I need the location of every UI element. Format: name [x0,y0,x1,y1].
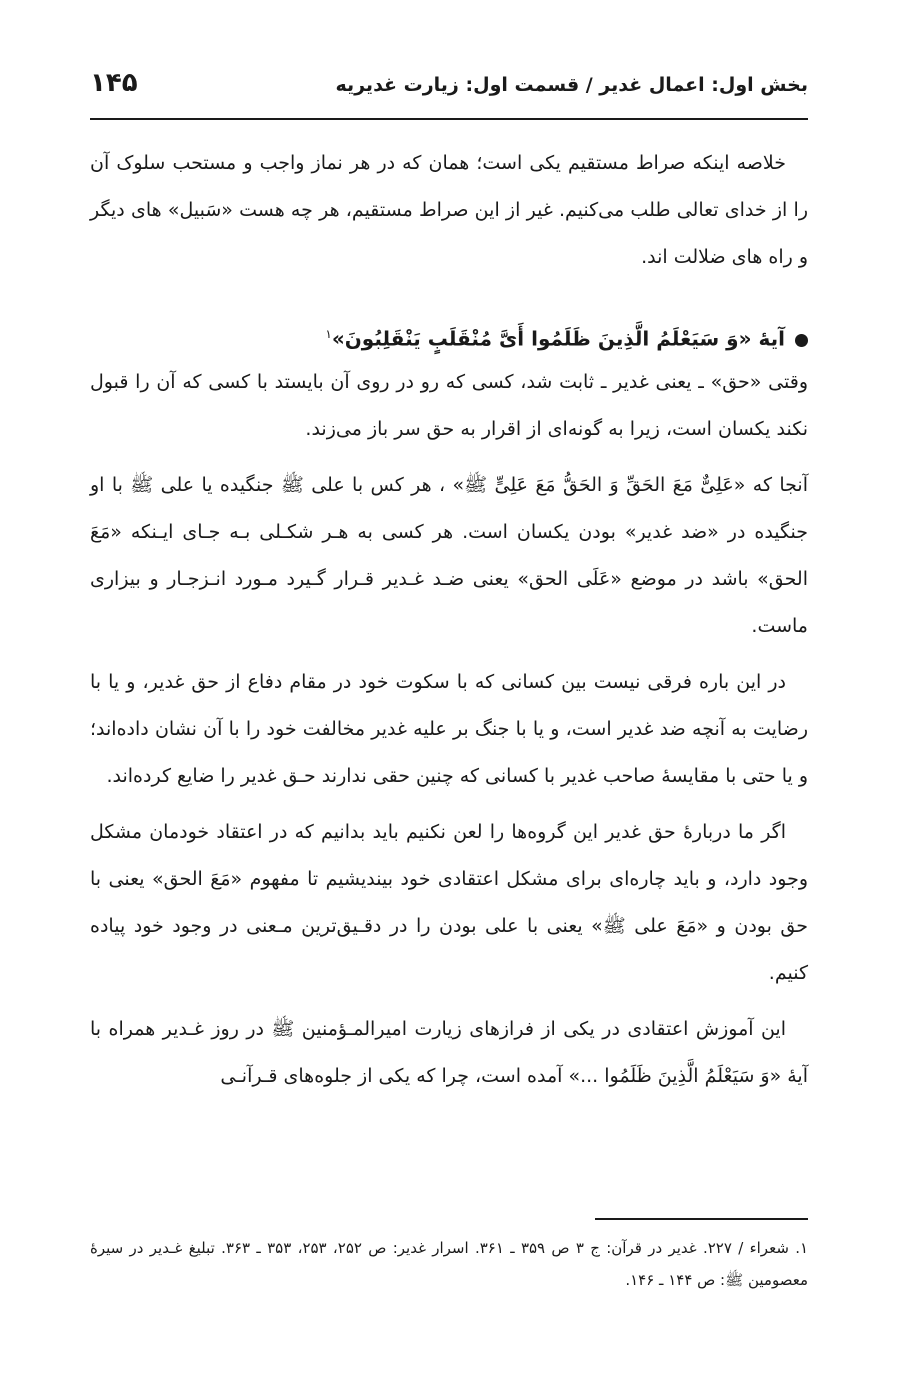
footnote-marker: ۱ [325,327,332,341]
paragraph-1: خلاصه اینکه صراط مستقیم یکی است؛ همان که در هر نماز واجب و مستحب سلوک آن را از خدای تعالی طلب می‌کنیم. غیر از این صراط مستقیم، هر چه هست «سَبیل» های دیگر و راه های ضلالت اند. [90,152,808,268]
running-title: بخش اول: اعمال غدیر / قسمت اول: زیارت غدیریه [335,74,808,96]
paragraph-2: وقتی «حق» ـ یعنی غدیر ـ ثابت شد، کسی که رو در روی آن بایستد با کسی که آن را قبول نکند یکسان است، زیرا به گونه‌ای از اقرار به حق سر باز می‌زند. [90,370,808,440]
page-header [90,68,808,108]
heading-text: آیهٔ «وَ سَیَعْلَمُ الَّذِینَ ظَلَمُوا أَیَّ مُنْقَلَبٍ یَنْقَلِبُونَ» [331,326,785,351]
paragraph-6: این آموزش اعتقادی در یکی از فرازهای زیارت امیرالمـؤمنین ﷺ در روز غـدیر همراه با آیهٔ «وَ سَیَعْلَمُ الَّذِینَ ظَلَمُوا ...» آمده است، چرا که یکی از جلوه‌های قـرآنـی [90,1017,808,1087]
footnote-text: ۱. شعراء / ۲۲۷. غدیر در قرآن: ج ۳ ص ۳۵۹ ـ ۳۶۱. اسرار غدیر: ص ۲۵۲، ۲۵۳، ۳۵۳ ـ ۳۶۳. تبلیغ غـدیر در سیرهٔ معصومین ﷺ: ص ۱۴۴ ـ ۱۴۶. [90,1239,809,1289]
paragraph-3: آنجا که «عَلِیٌّ مَعَ الحَقِّ وَ الحَقُّ مَعَ عَلِیٍّ ﷺ» ، هر کس با علی ﷺ جنگیده یا علی ﷺ با او جنگیده در «ضد غدیر» بودن یکسان است. هر کسی به هـر شکـلی بـه جـای ایـنکه «مَعَ الحق» باشد در موضع «عَلَی الحق» یعنی ضـد غـدیر قـرار گـیرد مـورد انـزجـار و بیزاری ماست. [90,473,808,637]
footnote-rule [595,1218,808,1220]
body-text [90,140,808,1109]
paragraph-4: در این باره فرقی نیست بین کسانی که با سکوت خود در مقام دفاع از حق غدیر، و یا با رضایت به آنچه ضد غدیر است، و یا با جنگ بر علیه غدیر مخالفت خود را با آن نشان داده‌اند؛ و یا حتی با مقایسهٔ صاحب غدیر با کسانی که چنین حقی ندارند حـق غدیر را ضایع کرده‌اند. [90,670,808,787]
bullet-icon [795,334,808,347]
paragraph-5: اگر ما دربارهٔ حق غدیر این گروه‌ها را لعن نکنیم باید بدانیم که در اعتقاد خودمان مشکل وجود دارد، و باید چاره‌ای برای مشکل اعتقادی خود بیندیشیم تا مفهوم «مَعَ الحق» یعنی با حق بودن و «مَعَ علی ﷺ» یعنی با علی بودن را در دقـیق‌ترین مـعنی در وجود خود پیاده کنیم. [90,820,808,984]
header-rule [90,118,808,120]
section-heading [90,290,808,359]
page-number: ۱۴۵ [90,68,138,98]
footnote [90,1232,808,1296]
